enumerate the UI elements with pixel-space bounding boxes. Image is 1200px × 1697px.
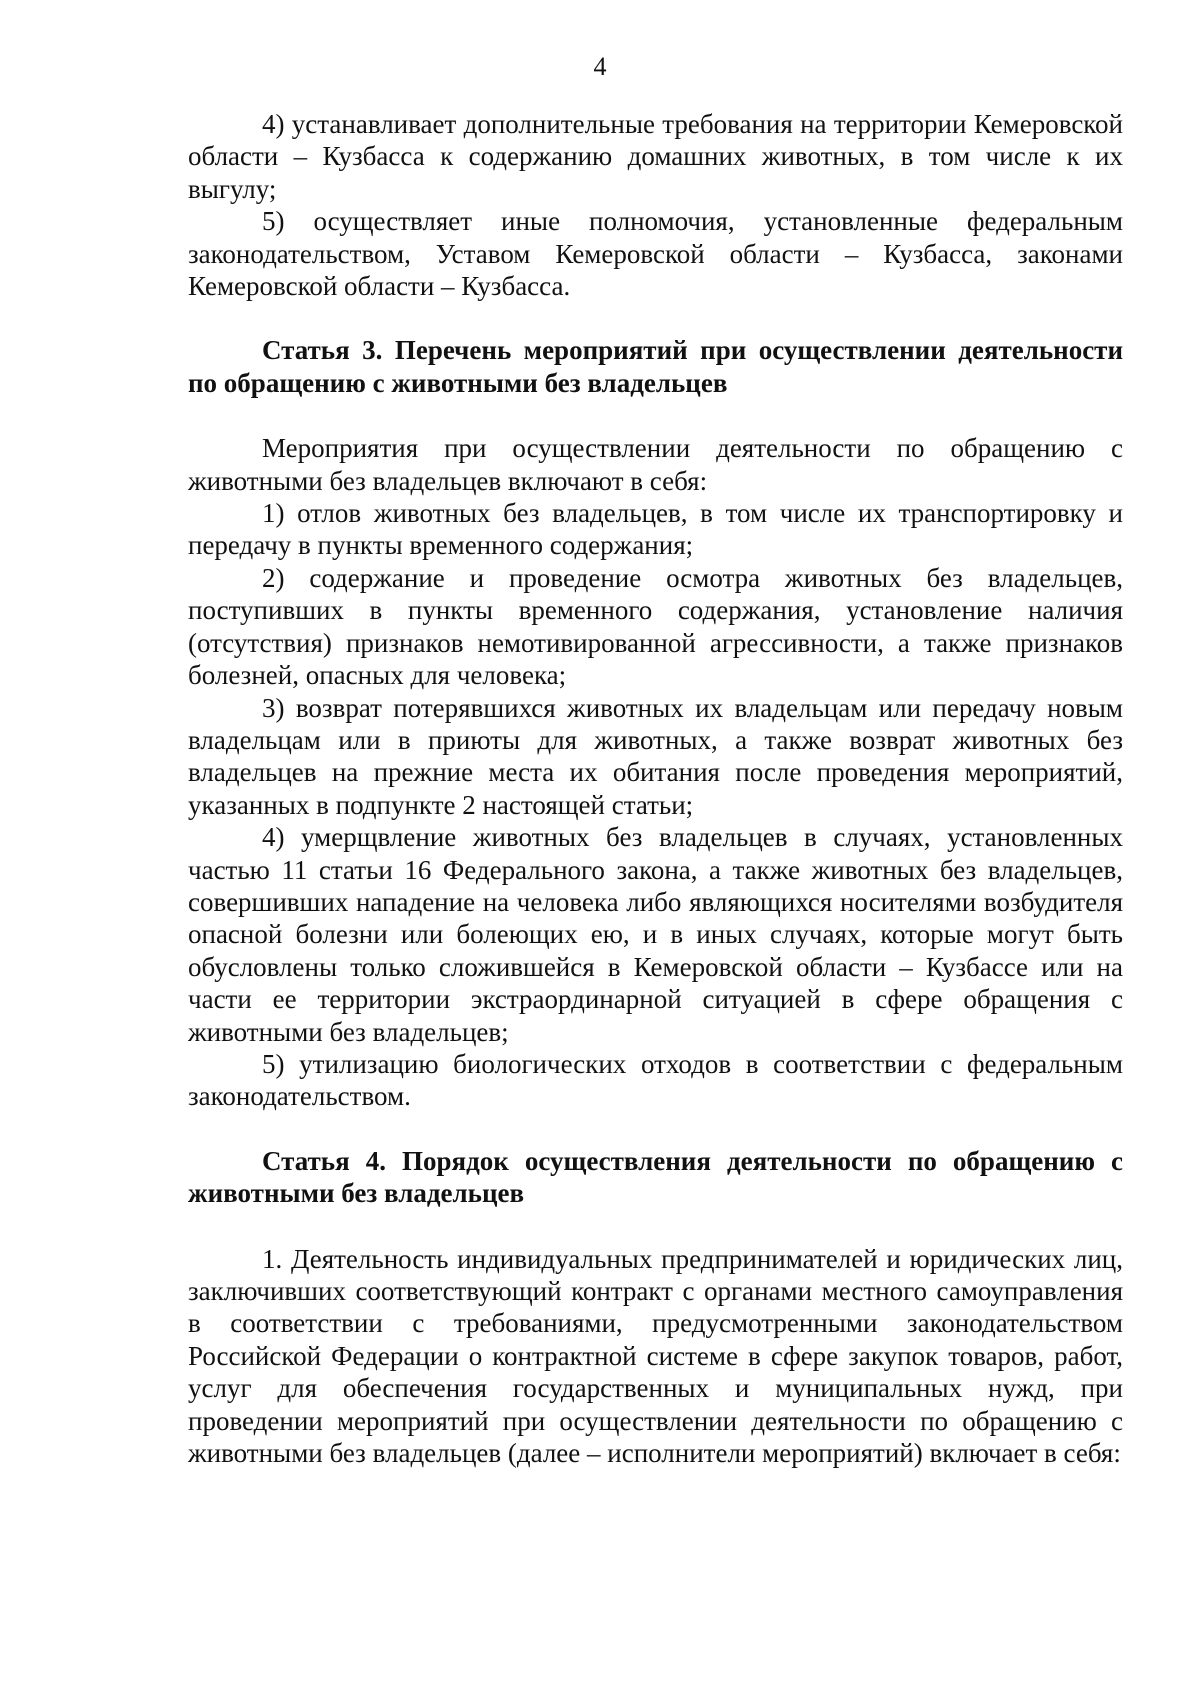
list-item: 2) содержание и проведение осмотра животных без владельцев, поступивших в пункты временного содержания, установление наличия (отсутствия) признаков немотивированной агрессивности, а также признаков болезней, опасных для человека;: [188, 562, 1123, 691]
article4-paragraph: 1. Деятельность индивидуальных предпринимателей и юридических лиц, заключивших соответствующий контракт с органами местного самоуправления в соответствии с требованиями, предусмотренными законодательством Российской Федерации о контрактной системе в сфере закупок товаров, работ, услуг для обеспечения государственных и муниципальных нужд, при проведении мероприятий при осуществлении деятельности по обращению с животными без владельцев (далее – исполнители мероприятий) включает в себя:: [188, 1243, 1123, 1469]
document-body: [188, 108, 1123, 1469]
list-item: 1) отлов животных без владельцев, в том числе их транспортировку и передачу в пункты временного содержания;: [188, 498, 1123, 561]
list-item: 5) утилизацию биологических отходов в соответствии с федеральным законодательством.: [188, 1048, 1123, 1112]
article4: [188, 1145, 1123, 1470]
list-item: 3) возврат потерявшихся животных их владельцам или передачу новым владельцам или в приюты для животных, а также возврат животных без владельцев на прежние места их обитания после проведения мероприятий, указанных в подпункте 2 настоящей статьи;: [188, 692, 1123, 820]
list-item: 4) умерщвление животных без владельцев в случаях, установленных частью 11 статьи 16 Федерального закона, а также животных без владельцев, совершивших нападение на человека либо являющихся носителями возбудителя опасной болезни или болеющих ею, и в иных случаях, которые могут быть обусловлены только сложившейся в Кемеровской области – Кузбассе или на части ее территории экстраординарной ситуацией в сфере обращения с животными без владельцев;: [188, 822, 1123, 1047]
article3-heading: Статья 3. Перечень мероприятий при осуществлении деятельности по обращению с животными без владельцев: [188, 335, 1123, 398]
article3-intro: Мероприятия при осуществлении деятельности по обращению с животными без владельцев включают в себя:: [188, 433, 1123, 496]
list-item: 4) устанавливает дополнительные требования на территории Кемеровской области – Кузбасса к содержанию домашних животных, в том числе к их выгулу;: [188, 109, 1123, 204]
article4-heading: Статья 4. Порядок осуществления деятельности по обращению с животными без владельцев: [188, 1145, 1123, 1209]
article3: [188, 334, 1123, 1112]
article2-tail: [188, 108, 1123, 302]
list-item: 5) осуществляет иные полномочия, установленные федеральным законодательством, Уставом Кемеровской области – Кузбасса, законами Кемеровской области – Кузбасса.: [188, 206, 1123, 302]
page-number: 4: [593, 52, 607, 81]
